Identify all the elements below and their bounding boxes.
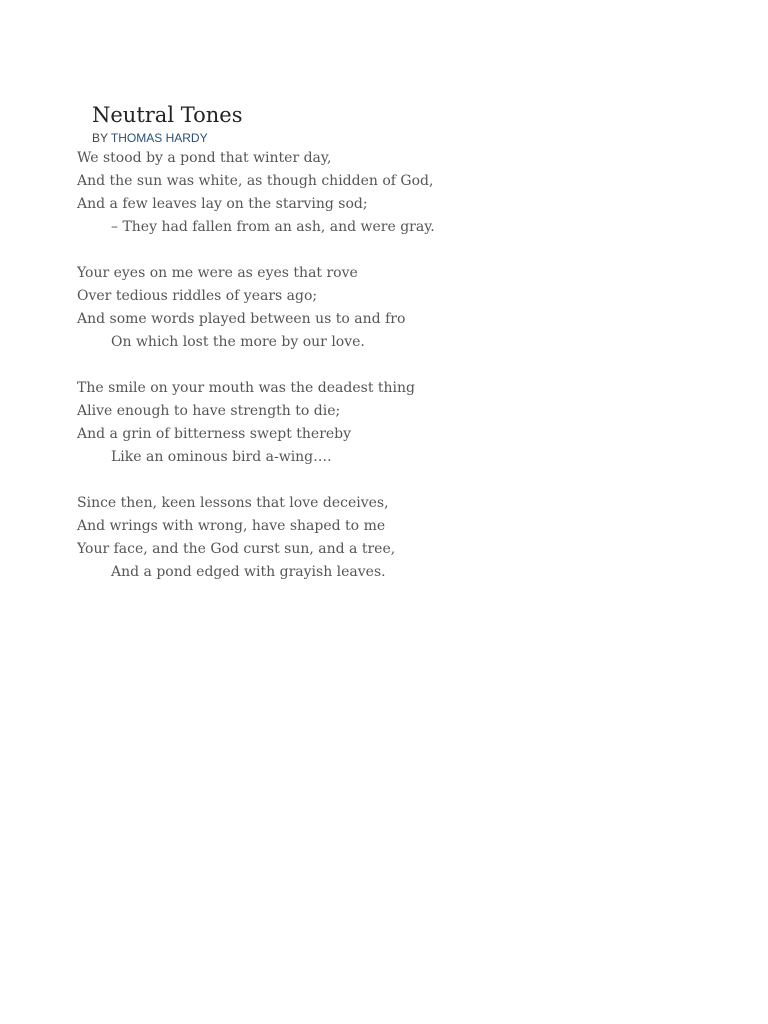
poem-line: And the sun was white, as though chidden of God, [77,173,434,189]
byline-prefix: BY [92,131,108,145]
poem-line-indented: On which lost the more by our love. [111,334,365,350]
poem-title: Neutral Tones [92,103,243,127]
stanza-3 [77,377,717,469]
poem-line: And some words played between us to and fro [77,311,406,327]
poem-line: And a few leaves lay on the starving sod; [77,196,368,212]
author-link[interactable]: THOMAS HARDY [110,131,208,145]
poem-line: Since then, keen lessons that love deceives, [77,495,389,511]
poem-body [77,147,717,607]
poem-line-indented: And a pond edged with grayish leaves. [111,564,386,580]
poem-line: We stood by a pond that winter day, [77,150,332,166]
stanza-1 [77,147,717,239]
poem-line: Your eyes on me were as eyes that rove [77,265,358,281]
poem-line: Over tedious riddles of years ago; [77,288,318,304]
poem-line: The smile on your mouth was the deadest thing [77,380,415,396]
poem-line: And wrings with wrong, have shaped to me [77,518,386,534]
poem-line-indented: – They had fallen from an ash, and were gray. [111,219,435,235]
poem-line: Your face, and the God curst sun, and a tree, [77,541,396,557]
byline [92,130,208,146]
poem-line: And a grin of bitterness swept thereby [77,426,352,442]
stanza-2 [77,262,717,354]
poem-line: Alive enough to have strength to die; [77,403,341,419]
stanza-4 [77,492,717,584]
poem-line-indented: Like an ominous bird a-wing…. [111,449,332,465]
